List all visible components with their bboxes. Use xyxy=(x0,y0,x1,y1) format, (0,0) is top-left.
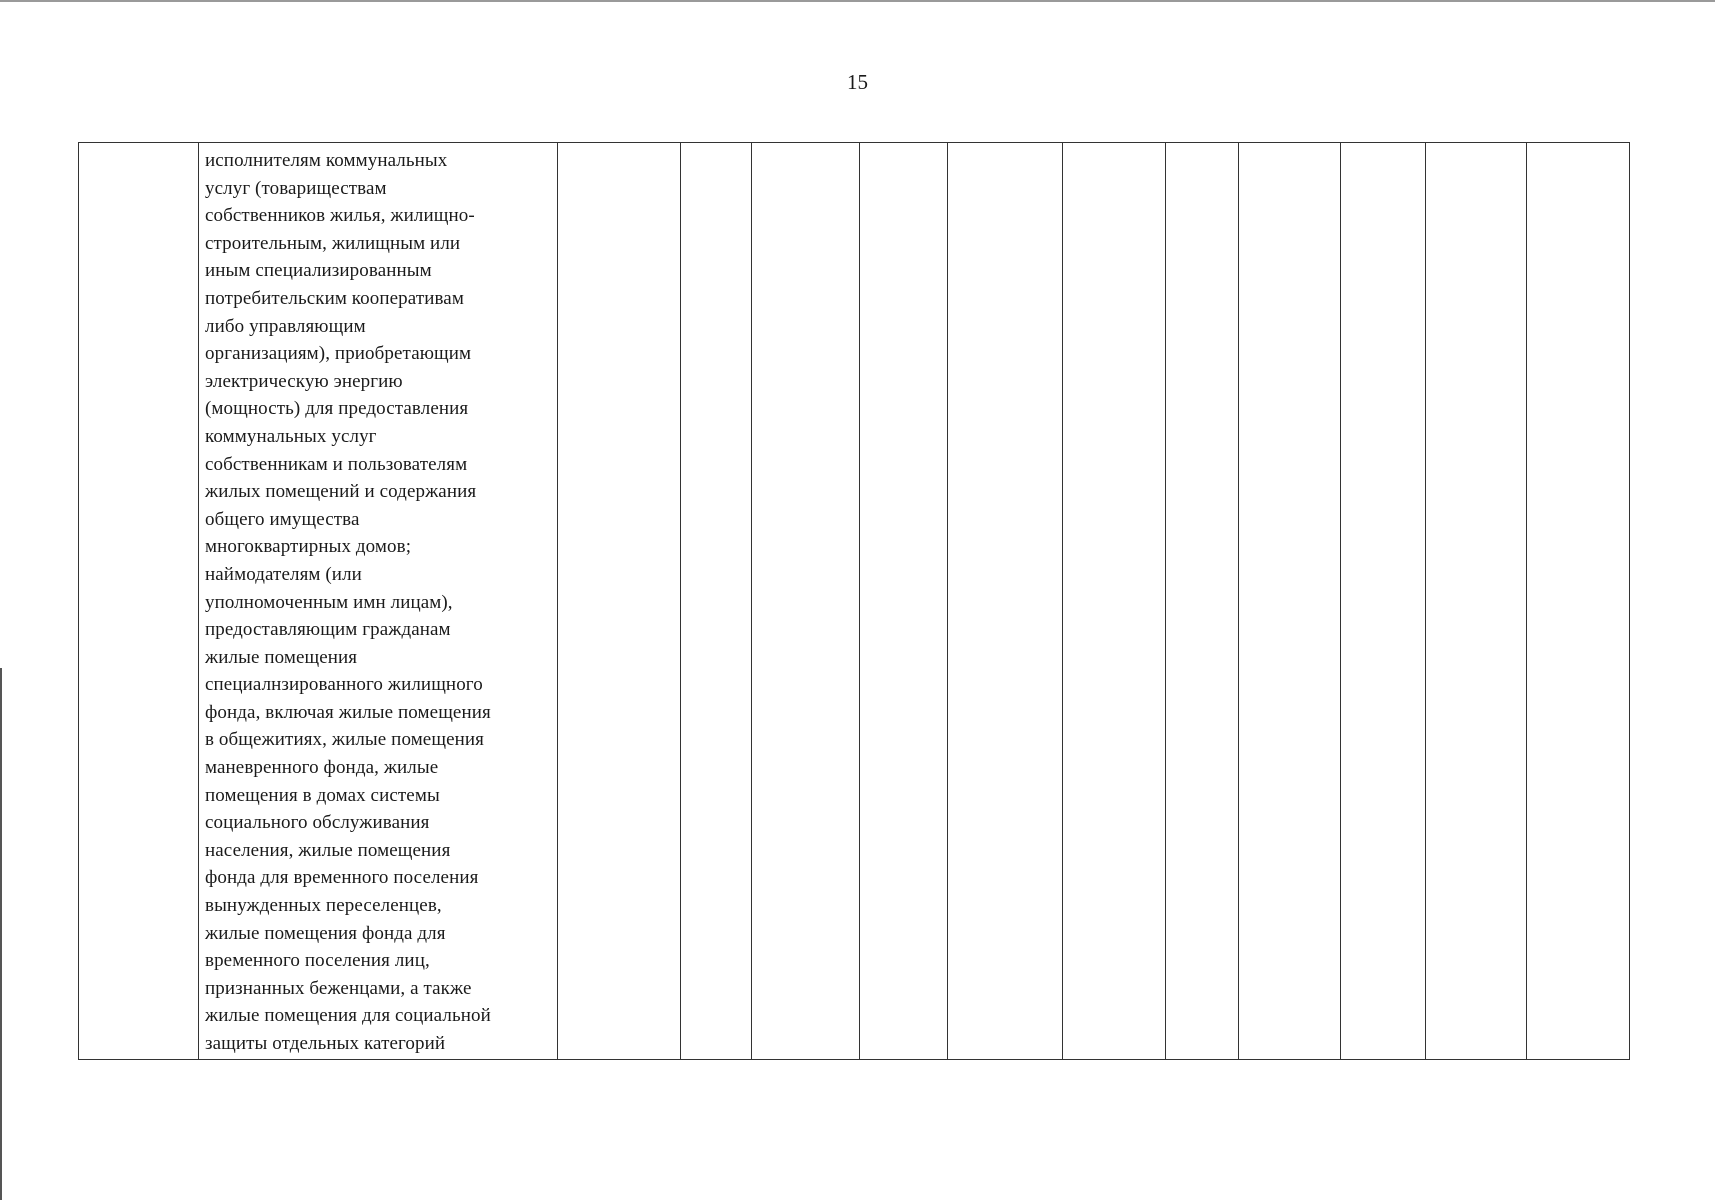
page-number: 15 xyxy=(847,70,868,94)
table-cell-empty xyxy=(752,143,860,1060)
description-line: (мощность) для предоставления xyxy=(205,398,469,420)
description-line: исполнителям коммунальных xyxy=(205,150,448,171)
table-cell-empty xyxy=(558,143,681,1060)
description-line: социального обслуживания xyxy=(205,812,430,834)
table-cell-empty xyxy=(1063,143,1166,1060)
description-line: потребительским кооперативам xyxy=(205,287,464,309)
description-line: собственников жилья, жилищно- xyxy=(205,205,475,227)
table-cell-empty xyxy=(948,143,1063,1060)
description-line: коммунальных услуг xyxy=(205,425,377,447)
table-row xyxy=(79,143,1630,1060)
description-line: предоставляющим гражданам xyxy=(205,619,451,641)
description-line: временного поселения лиц, xyxy=(205,950,430,972)
table-cell-number xyxy=(79,143,199,1060)
description-line: собственникам и пользователям xyxy=(205,453,468,475)
description-line: специалнзированного жилищного xyxy=(205,674,483,696)
description-line: помещения в домах системы xyxy=(205,784,440,806)
description-line: многоквартирных домов; xyxy=(205,536,412,558)
description-line: строительным, жилищным или xyxy=(205,232,461,254)
table-cell-empty xyxy=(1341,143,1426,1060)
description-line: в общежитиях, жилые помещения xyxy=(205,729,484,751)
description-line: электрическую энергию xyxy=(205,370,403,392)
table-cell-empty xyxy=(1426,143,1527,1060)
description-line: фонда для временного поселения xyxy=(205,867,479,889)
description-line: фонда, включая жилые помещения xyxy=(205,701,491,723)
description-line: жилые помещения фонда для xyxy=(205,922,446,944)
description-line: организациям), приобретающим xyxy=(205,343,472,365)
description-line: маневренного фонда, жилые xyxy=(205,757,439,779)
description-line: жилых помещений и содержания xyxy=(205,481,477,503)
table-cell-empty xyxy=(681,143,752,1060)
description-line: признанных беженцами, а также xyxy=(205,977,472,999)
table-cell-empty xyxy=(860,143,948,1060)
table-cell-description xyxy=(199,143,558,1060)
description-line: населения, жилые помещения xyxy=(205,839,451,861)
table-cell-empty xyxy=(1166,143,1239,1060)
scan-top-edge xyxy=(0,0,1715,2)
table-cell-empty xyxy=(1239,143,1341,1060)
description-line: общего имущества xyxy=(205,508,360,530)
description-line: защиты отдельных категорий xyxy=(205,1033,446,1054)
description-line: либо управляющим xyxy=(205,315,366,337)
description-line: услуг (товариществам xyxy=(205,177,387,199)
description-line: жилые помещения xyxy=(205,646,358,668)
table-cell-empty xyxy=(1527,143,1630,1060)
tariff-table xyxy=(78,142,1630,1060)
description-line: наймодателям (или xyxy=(205,563,362,585)
description-line: уполномоченным имн лицам), xyxy=(205,591,453,613)
scan-left-edge xyxy=(0,668,2,1200)
description-line: жилые помещения для социальной xyxy=(205,1005,491,1027)
description-line: вынужденных переселенцев, xyxy=(205,895,442,917)
description-line: иным специализированным xyxy=(205,260,432,282)
